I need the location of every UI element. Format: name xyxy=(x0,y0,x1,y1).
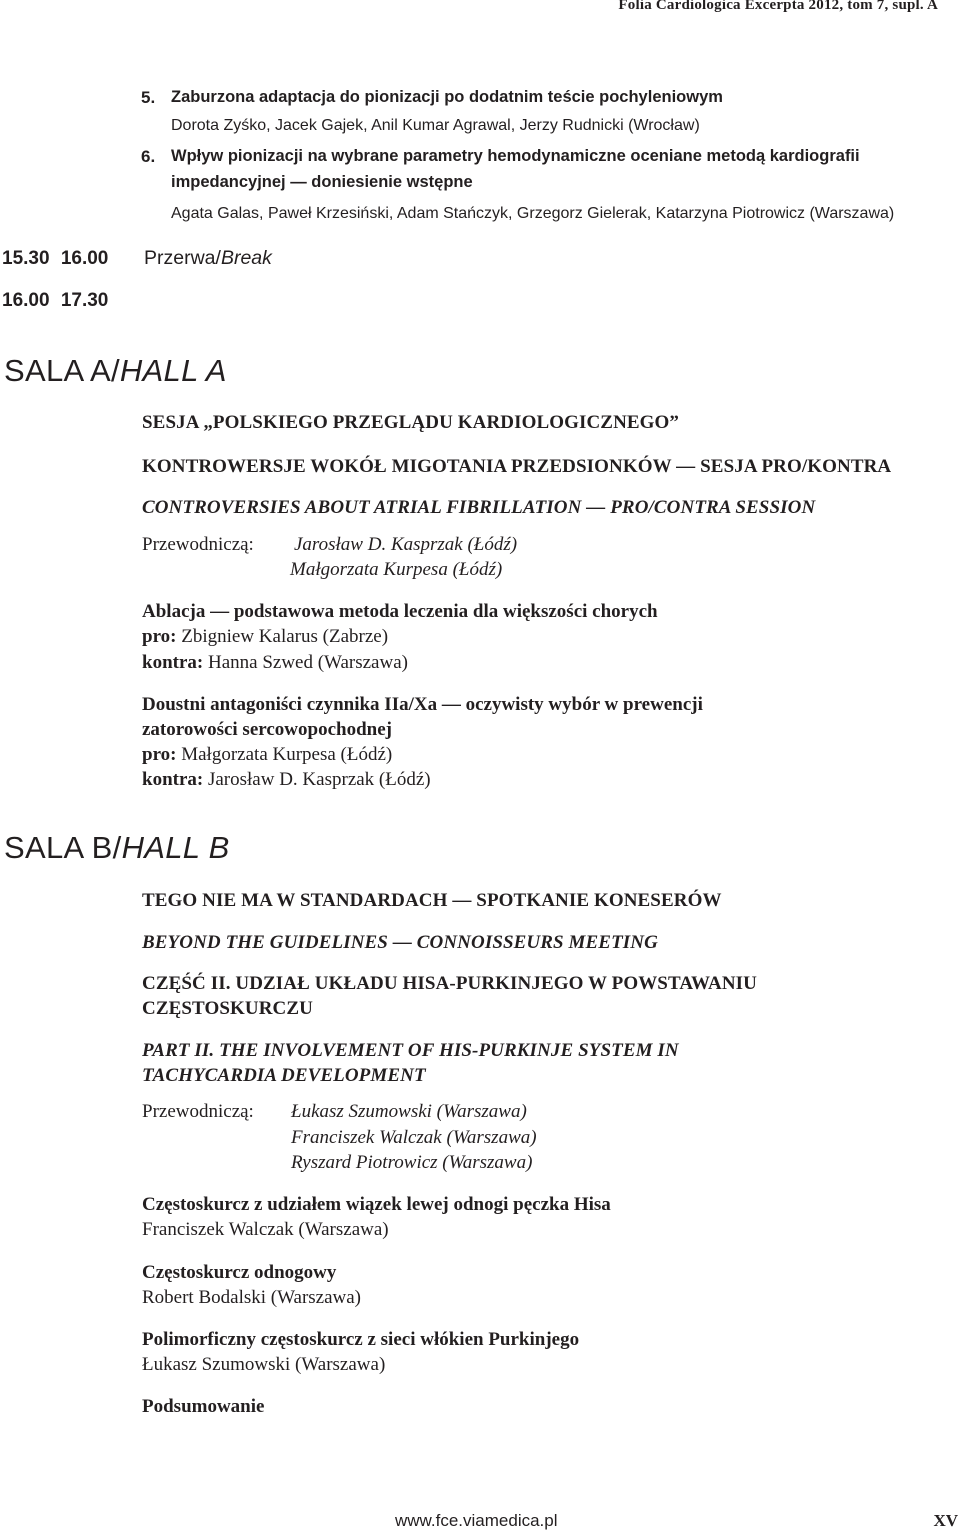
hall-a-title: SALA A/HALL A xyxy=(4,353,227,388)
debate-pro: pro: Zbigniew Kalarus (Zabrze) xyxy=(142,626,389,647)
session-title-en: BEYOND THE GUIDELINES — CONNOISSEURS MEETING xyxy=(142,932,658,953)
footer-url[interactable]: www.fce.viamedica.pl xyxy=(395,1511,558,1530)
part-title-en-line2: TACHYCARDIA DEVELOPMENT xyxy=(142,1065,426,1086)
chairs-label: Przewodniczą: xyxy=(142,534,254,555)
talk-speaker: Łukasz Szumowski (Warszawa) xyxy=(142,1354,386,1375)
chair-name: Ryszard Piotrowicz (Warszawa) xyxy=(291,1152,533,1173)
talk-title: Częstoskurcz z udziałem wiązek lewej odnogi pęczka Hisa xyxy=(142,1194,611,1215)
talk-speaker: Franciszek Walczak (Warszawa) xyxy=(142,1219,389,1240)
item-number: 6. xyxy=(141,147,156,166)
session-name: SESJA „POLSKIEGO PRZEGLĄDU KARDIOLOGICZNEGO” xyxy=(142,412,680,433)
time-slot: 16.00 17.30 xyxy=(2,290,109,311)
session-title-pl: TEGO NIE MA W STANDARDACH — SPOTKANIE KONESERÓW xyxy=(142,890,722,911)
part-title-en-line1: PART II. THE INVOLVEMENT OF HIS-PURKINJE SYSTEM IN xyxy=(142,1040,679,1061)
chair-name: Franciszek Walczak (Warszawa) xyxy=(291,1127,537,1148)
chairs-label: Przewodniczą: xyxy=(142,1101,254,1122)
debate-title-line1: Doustni antagoniści czynnika IIa/Xa — oczywisty wybór w prewencji xyxy=(142,694,703,715)
talk-title: Częstoskurcz odnogowy xyxy=(142,1262,337,1283)
debate-title-line2: zatorowości sercowopochodnej xyxy=(142,719,392,740)
chair-name: Małgorzata Kurpesa (Łódź) xyxy=(290,559,503,580)
debate-contra: kontra: Jarosław D. Kasprzak (Łódź) xyxy=(142,769,431,790)
chair-name: Jarosław D. Kasprzak (Łódź) xyxy=(294,534,518,555)
item-authors: Agata Galas, Paweł Krzesiński, Adam Stańczyk, Grzegorz Gielerak, Katarzyna Piotrowicz (Warszawa) xyxy=(171,205,895,222)
debate-title: Ablacja — podstawowa metoda leczenia dla większości chorych xyxy=(142,601,658,622)
item-authors: Dorota Zyśko, Jacek Gajek, Anil Kumar Agrawal, Jerzy Rudnicki (Wrocław) xyxy=(171,117,700,134)
break-label: Przerwa/Break xyxy=(144,247,272,269)
session-title-en: CONTROVERSIES ABOUT ATRIAL FIBRILLATION — PRO/CONTRA SESSION xyxy=(142,497,816,518)
item-number: 5. xyxy=(141,88,156,107)
page-number: XV xyxy=(933,1511,958,1530)
item-title-line2: impedancyjnej — doniesienie wstępne xyxy=(171,173,473,191)
session-title-pl: KONTROWERSJE WOKÓŁ MIGOTANIA PRZEDSIONKÓW — SESJA PRO/KONTRA xyxy=(142,456,892,477)
talk-speaker: Robert Bodalski (Warszawa) xyxy=(142,1287,362,1308)
talk-title: Podsumowanie xyxy=(142,1396,265,1417)
journal-header: Folia Cardiologica Excerpta 2012, tom 7, supl. A xyxy=(618,0,938,13)
time-slot: 15.30 16.00 xyxy=(2,248,109,269)
chair-name: Łukasz Szumowski (Warszawa) xyxy=(291,1101,527,1122)
item-title-line1: Wpływ pionizacji na wybrane parametry hemodynamiczne oceniane metodą kardiografii xyxy=(171,147,860,165)
part-title-pl-line1: CZĘŚĆ II. UDZIAŁ UKŁADU HISA-PURKINJEGO W POWSTAWANIU xyxy=(142,973,757,994)
part-title-pl-line2: CZĘSTOSKURCZU xyxy=(142,998,313,1019)
debate-contra: kontra: Hanna Szwed (Warszawa) xyxy=(142,652,408,673)
talk-title: Polimorficzny częstoskurcz z sieci włókien Purkinjego xyxy=(142,1329,580,1350)
item-title: Zaburzona adaptacja do pionizacji po dodatnim teście pochyleniowym xyxy=(171,88,723,106)
debate-pro: pro: Małgorzata Kurpesa (Łódź) xyxy=(142,744,393,765)
hall-b-title: SALA B/HALL B xyxy=(4,830,230,865)
